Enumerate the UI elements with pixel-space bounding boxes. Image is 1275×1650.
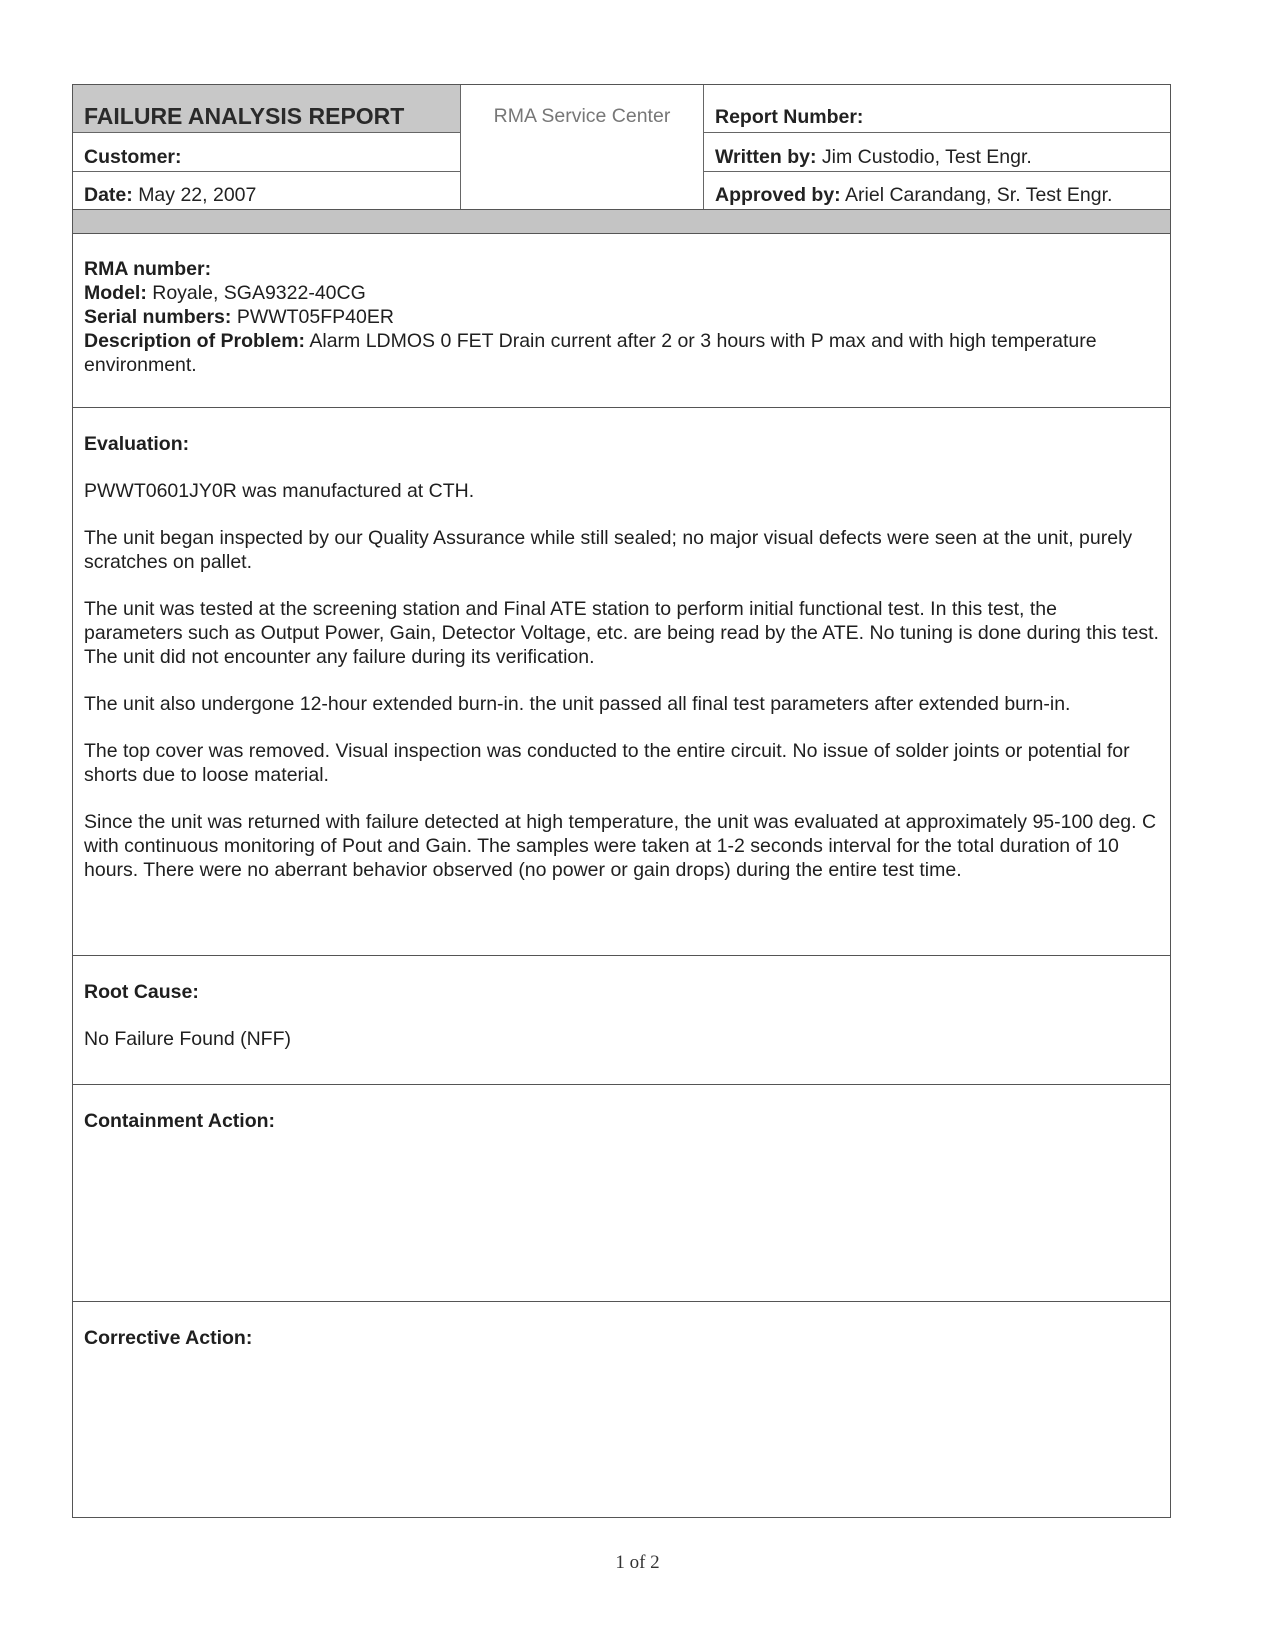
title-cell [73, 85, 460, 133]
approved-by-cell [704, 172, 1170, 209]
header-right [704, 85, 1170, 209]
date-cell [73, 172, 460, 209]
model-value: Royale, SGA9322-40CG [152, 282, 366, 304]
corrective-heading: Corrective Action: [84, 1327, 253, 1349]
header-left [73, 85, 460, 209]
customer-label: Customer: [84, 146, 182, 168]
model-label: Model: [84, 282, 147, 304]
date-line [84, 184, 256, 207]
written-by-label: Written by: [715, 146, 817, 168]
evaluation-heading: Evaluation: [84, 433, 190, 455]
report-title: FAILURE ANALYSIS REPORT [84, 103, 405, 129]
model-line [84, 281, 1159, 305]
divider-bar [73, 209, 1170, 234]
written-by-line [715, 146, 1032, 169]
rma-line [84, 257, 1159, 281]
approved-by-value: Ariel Carandang, Sr. Test Engr. [845, 184, 1113, 206]
containment-heading: Containment Action: [84, 1110, 276, 1132]
service-center-label: RMA Service Center [493, 105, 671, 127]
root-cause-text: No Failure Found (NFF) [84, 1028, 291, 1050]
evaluation-paragraph: The unit also undergone 12-hour extended burn-in. the unit passed all final test parameters after extended burn-in. [84, 693, 1071, 715]
corrective-section [73, 1302, 1170, 1512]
written-by-value: Jim Custodio, Test Engr. [821, 146, 1032, 168]
report-number-label: Report Number: [715, 106, 864, 128]
approved-by-line [715, 184, 1112, 207]
evaluation-paragraph: The unit began inspected by our Quality Assurance while still sealed; no major visual defects were seen at the unit, purely scratches on pallet. [84, 527, 1133, 573]
failure-analysis-form [72, 84, 1171, 1518]
header-center [460, 85, 704, 209]
rma-label: RMA number: [84, 258, 212, 280]
report-number-line [715, 106, 863, 129]
customer-cell [73, 133, 460, 172]
problem-value: Alarm LDMOS 0 FET Drain current after 2 or 3 hours with P max and with high temperature environment. [84, 330, 1097, 376]
written-by-cell [704, 133, 1170, 172]
unit-info-section [73, 234, 1170, 408]
date-value: May 22, 2007 [138, 184, 257, 206]
serial-value: PWWT05FP40ER [236, 306, 394, 328]
root-cause-heading: Root Cause: [84, 981, 199, 1003]
evaluation-paragraph: The unit was tested at the screening station and Final ATE station to perform initial functional test. In this test, the parameters such as Output Power, Gain, Detector Voltage, etc. are being read by the ATE. No tuning is done during this test. The unit did not encounter any failure during its verification. [84, 598, 1159, 668]
evaluation-section [73, 408, 1170, 956]
report-number-cell [704, 85, 1170, 133]
serial-line [84, 305, 1159, 329]
evaluation-paragraph: Since the unit was returned with failure detected at high temperature, the unit was evaluated at approximately 95-100 deg. C with continuous monitoring of Pout and Gain. The samples were taken at 1-2 seconds interval for the total duration of 10 hours. There were no aberrant behavior observed (no power or gain drops) during the entire test time. [84, 811, 1157, 881]
customer-line [84, 146, 182, 169]
page-number: 1 of 2 [615, 1552, 660, 1573]
containment-section [73, 1085, 1170, 1302]
problem-label: Description of Problem: [84, 330, 306, 352]
serial-label: Serial numbers: [84, 306, 232, 328]
approved-by-label: Approved by: [715, 184, 841, 206]
root-cause-section [73, 956, 1170, 1085]
evaluation-paragraph: PWWT0601JY0R was manufactured at CTH. [84, 480, 475, 502]
problem-line [84, 329, 1159, 377]
date-label: Date: [84, 184, 133, 206]
evaluation-paragraph: The top cover was removed. Visual inspection was conducted to the entire circuit. No issue of solder joints or potential for shorts due to loose material. [84, 740, 1130, 786]
